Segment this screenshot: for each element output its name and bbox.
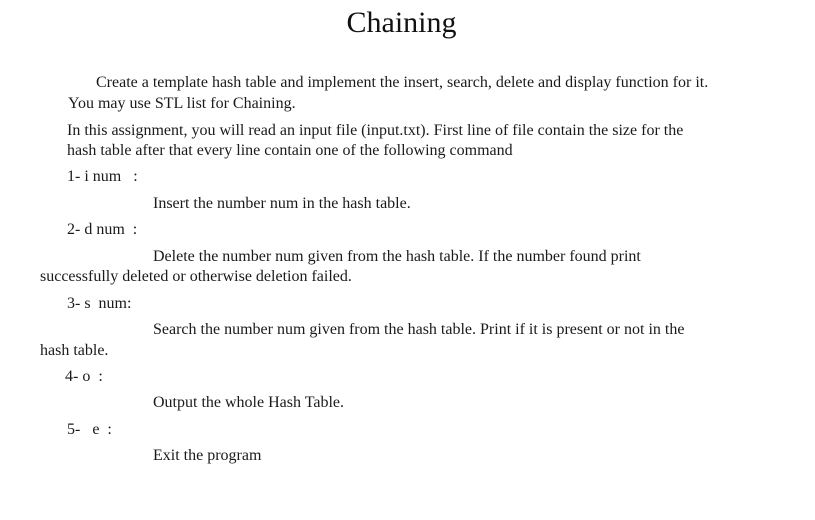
command-desc-search: Search the number num given from the hash table. Print if it is present or not in the — [153, 321, 685, 338]
intro-line-2: You may use STL list for Chaining. — [68, 95, 296, 112]
command-label-search: 3- s num: — [67, 295, 132, 312]
command-desc-delete-cont: successfully deleted or otherwise deletion failed. — [40, 268, 352, 285]
command-label-delete: 2- d num : — [67, 221, 138, 238]
command-desc-search-cont: hash table. — [40, 342, 109, 359]
command-desc-delete: Delete the number num given from the hash table. If the number found print — [153, 248, 641, 265]
intro-line-1: Create a template hash table and implement the insert, search, delete and display function for it. — [96, 74, 709, 91]
page-title: Chaining — [346, 6, 457, 39]
command-desc-exit: Exit the program — [153, 447, 262, 464]
assignment-line-1: In this assignment, you will read an input file (input.txt). First line of file contain the size for the — [67, 122, 684, 139]
command-label-output: 4- o : — [65, 368, 103, 385]
command-label-exit: 5- e : — [67, 421, 112, 438]
command-desc-output: Output the whole Hash Table. — [153, 394, 344, 411]
command-label-insert: 1- i num : — [67, 168, 138, 185]
command-desc-insert: Insert the number num in the hash table. — [153, 195, 411, 212]
assignment-line-2: hash table after that every line contain one of the following command — [67, 142, 513, 159]
